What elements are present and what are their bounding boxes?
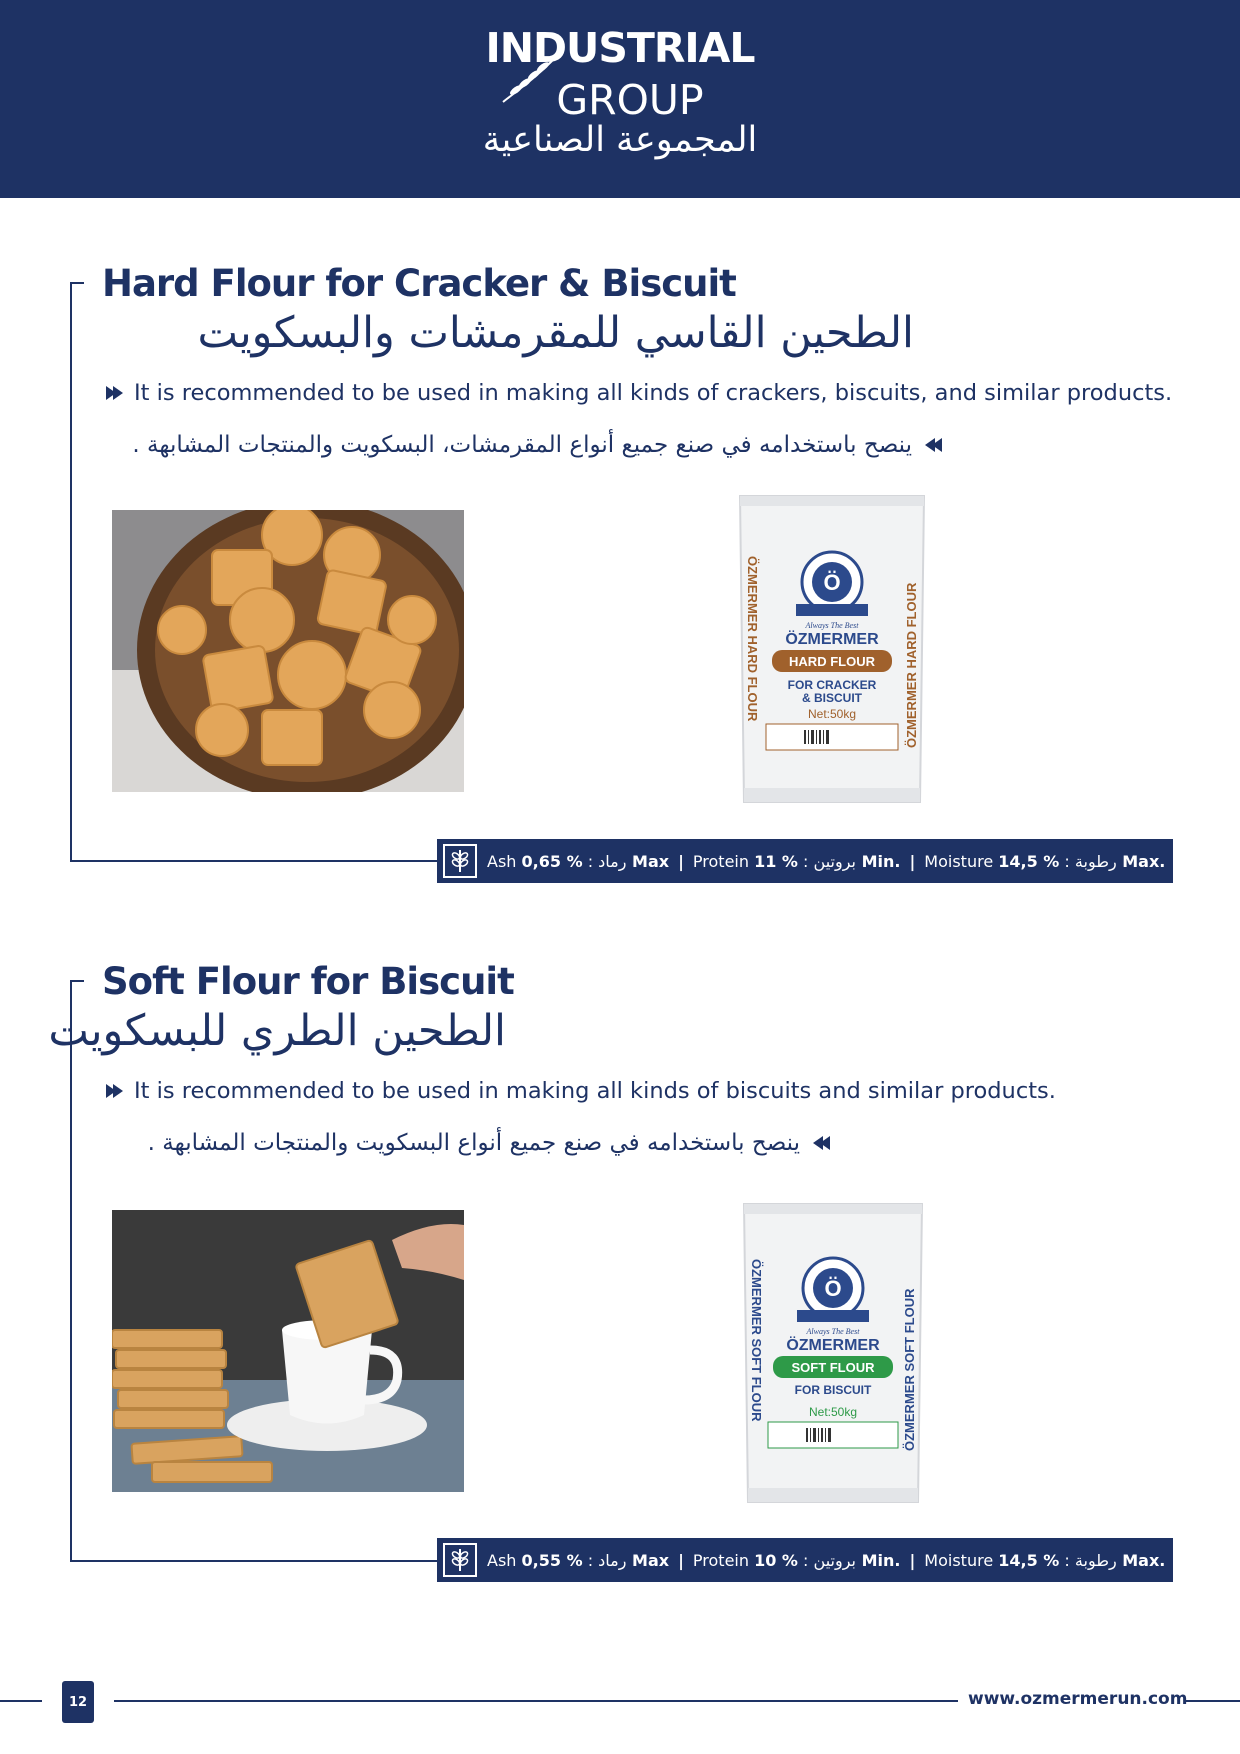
- specs-bar: [437, 839, 1173, 883]
- bullet-arrow-icon: [810, 1134, 832, 1152]
- bag-type-label: SOFT FLOUR: [791, 1360, 875, 1375]
- logo-arabic: المجموعة الصناعية: [482, 120, 758, 160]
- bag-side-text-right: ÖZMERMER HARD FLOUR: [904, 582, 919, 748]
- wheat-badge-icon: [443, 844, 477, 878]
- frame-corner: [70, 980, 84, 982]
- spec-protein: Protein بروتين : % 11 Min.: [692, 851, 901, 871]
- soft-flour-bag-image: [738, 1200, 928, 1506]
- spec-separator: |: [678, 1550, 684, 1570]
- product-title-ar: الطحين الطري للبسكويت: [48, 1006, 506, 1056]
- bullet-arrow-icon: [922, 436, 944, 454]
- spec-moisture: Moisture رطوبة : % 14,5 Max.: [924, 1550, 1166, 1570]
- logo-line-industrial: INDUSTRIAL: [485, 24, 755, 72]
- biscuit-tea-photo: [112, 1210, 464, 1492]
- specs-bar: [437, 1538, 1173, 1582]
- crackers-bowl-photo: [112, 510, 464, 792]
- product-title-en: Soft Flour for Biscuit: [102, 960, 514, 1003]
- svg-text:Ö: Ö: [824, 1276, 842, 1301]
- spec-separator: |: [678, 851, 684, 871]
- bag-use-line1: FOR BISCUIT: [794, 1383, 872, 1397]
- description-text: It is recommended to be used in making all kinds of crackers, biscuits, and similar products.: [134, 380, 1173, 406]
- bag-net-weight: Net:50kg: [808, 1405, 858, 1419]
- svg-text:Ö: Ö: [823, 570, 841, 595]
- bag-side-text-right: ÖZMERMER SOFT FLOUR: [902, 1288, 917, 1451]
- frame-bottom-line: [70, 1560, 438, 1562]
- bag-type-label: HARD FLOUR: [789, 654, 875, 669]
- section-frame-2: [70, 980, 72, 1562]
- spec-separator: |: [909, 851, 916, 871]
- bullet-arrow-icon: [104, 384, 126, 402]
- website-link[interactable]: www.ozmermerun.com: [968, 1689, 1188, 1709]
- spec-protein: Protein بروتين : % 10 Min.: [692, 1550, 901, 1570]
- spec-separator: |: [909, 1550, 916, 1570]
- bag-use-line1: FOR CRACKER: [787, 678, 877, 692]
- product-title-en: Hard Flour for Cracker & Biscuit: [102, 262, 736, 305]
- bag-side-text-left: ÖZMERMER HARD FLOUR: [745, 556, 760, 722]
- bag-use-line2: & BISCUIT: [802, 691, 862, 705]
- bag-net-weight: Net:50kg: [807, 707, 857, 721]
- frame-corner: [70, 282, 84, 284]
- product-description-ar: [132, 432, 944, 458]
- bag-tagline: Always The Best: [805, 621, 859, 630]
- section-frame-1: [70, 282, 72, 862]
- wheat-badge-icon: [443, 1543, 477, 1577]
- frame-bottom-line: [70, 860, 438, 862]
- spec-ash: Ash رماد : % 0,55 Max: [487, 1550, 670, 1570]
- header-banner: [0, 0, 1240, 198]
- description-text: It is recommended to be used in making all kinds of biscuits and similar products.: [134, 1078, 1056, 1104]
- product-description-en: [104, 380, 1172, 406]
- product-description-en: [104, 1078, 1056, 1104]
- bag-side-text-left: ÖZMERMER SOFT FLOUR: [749, 1259, 764, 1422]
- description-text: ينصح باستخدامه في صنع جميع أنواع البسكويت والمنتجات المشابهة .: [147, 1130, 800, 1156]
- bag-tagline: Always The Best: [806, 1327, 860, 1336]
- bag-brand: ÖZMERMER: [786, 1337, 880, 1354]
- footer-line-middle: [114, 1700, 958, 1702]
- spec-ash: Ash رماد : % 0,65 Max: [487, 851, 670, 871]
- hard-flour-bag-image: [734, 492, 930, 806]
- description-text: ينصح باستخدامه في صنع جميع أنواع المقرمشات، البسكويت والمنتجات المشابهة .: [132, 432, 912, 458]
- page-number: 12: [62, 1681, 94, 1723]
- logo-line-group: GROUP: [556, 76, 704, 124]
- product-title-ar: الطحين القاسي للمقرمشات والبسكويت: [197, 308, 914, 358]
- product-description-ar: [148, 1130, 832, 1156]
- bullet-arrow-icon: [104, 1082, 126, 1100]
- bag-brand: ÖZMERMER: [785, 631, 879, 648]
- footer-line-right: [1184, 1700, 1240, 1702]
- footer-line-left: [0, 1700, 42, 1702]
- spec-moisture: Moisture رطوبة : % 14,5 Max.: [924, 851, 1166, 871]
